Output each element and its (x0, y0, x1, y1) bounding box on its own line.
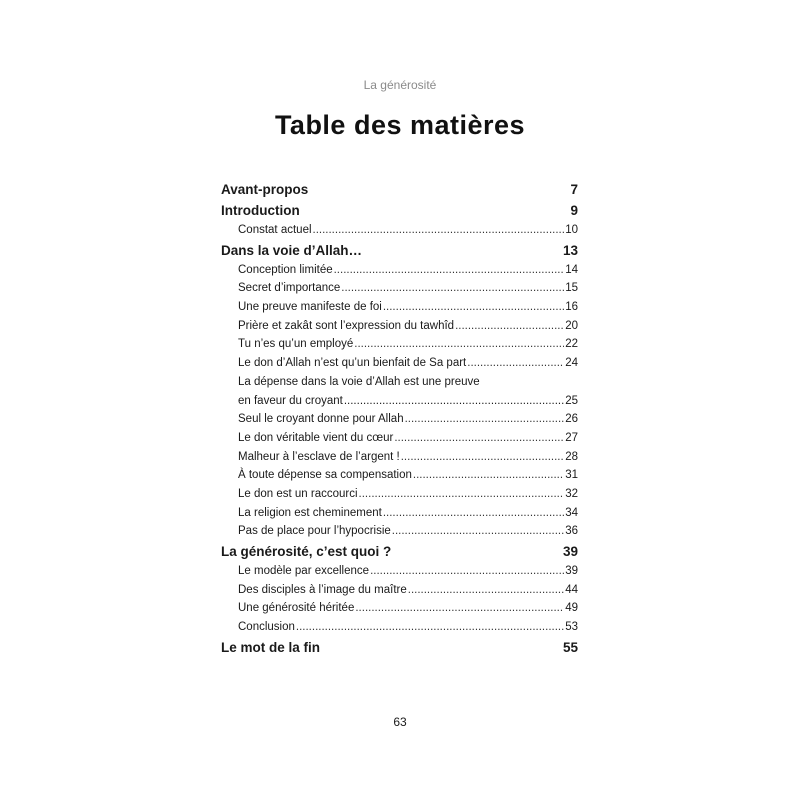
section-label: Tu n’es qu’un employé (238, 338, 354, 351)
chapter-page: 55 (562, 639, 578, 655)
toc-chapter-dans-la-voie[interactable] (221, 240, 578, 261)
section-label: Conclusion (238, 621, 295, 634)
section-page: 14 (565, 263, 578, 276)
section-page: 32 (565, 487, 578, 500)
section-page: 15 (565, 282, 578, 295)
toc-section[interactable] (221, 354, 578, 373)
section-label: Conception limitée (238, 263, 333, 276)
section-label: Malheur à l’esclave de l’argent ! (238, 450, 400, 463)
section-page: 49 (565, 602, 578, 615)
section-label: Secret d’importance (238, 282, 341, 295)
dot-leader (408, 581, 564, 600)
toc-section[interactable] (221, 485, 578, 504)
section-page: 16 (565, 301, 578, 314)
dot-leader (413, 466, 564, 485)
chapter-page: 39 (562, 544, 578, 560)
toc-section[interactable] (221, 373, 578, 410)
dot-leader (405, 410, 565, 429)
chapter-label: Dans la voie d’Allah… (221, 242, 363, 258)
toc-chapter-introduction[interactable] (221, 200, 578, 221)
section-page: 34 (565, 506, 578, 519)
running-head: La générosité (363, 78, 437, 92)
toc-section[interactable] (221, 410, 578, 429)
section-label: À toute dépense sa compensation (238, 469, 412, 482)
toc-section[interactable] (221, 562, 578, 581)
dot-leader (359, 485, 565, 504)
toc-section[interactable] (221, 599, 578, 618)
dot-leader (401, 448, 564, 467)
section-page: 10 (565, 224, 578, 236)
section-label-line2: en faveur du croyant (238, 394, 343, 407)
toc-section[interactable] (221, 581, 578, 600)
page-title: Table des matières (274, 110, 526, 140)
section-page: 36 (565, 525, 578, 538)
section-label: Des disciples à l’image du maître (238, 583, 407, 596)
toc-section[interactable] (221, 279, 578, 298)
page-number: 63 (393, 715, 407, 729)
dot-leader (467, 354, 564, 373)
dot-leader (355, 599, 564, 618)
section-page: 26 (565, 413, 578, 426)
chapter-page: 9 (570, 203, 578, 218)
section-label: La religion est cheminement (238, 506, 382, 519)
chapter-page: 13 (562, 242, 578, 258)
section-label: Le don d’Allah n’est qu’un bienfait de Sa part (238, 357, 467, 370)
section-label-line1: La dépense dans la voie d’Allah est une preuve (238, 375, 480, 388)
toc-section[interactable] (221, 522, 578, 541)
section-page: 22 (565, 338, 578, 351)
section-page: 27 (565, 431, 578, 444)
toc-section[interactable] (221, 466, 578, 485)
section-page: 39 (565, 565, 578, 578)
dot-leader (344, 392, 564, 411)
chapter-label: Avant-propos (221, 182, 309, 197)
dot-leader (392, 522, 564, 541)
chapter-label: Le mot de la fin (221, 639, 321, 655)
dot-leader (354, 335, 564, 354)
toc-section[interactable] (221, 261, 578, 280)
table-of-contents (221, 179, 578, 658)
dot-leader (296, 618, 564, 637)
section-page: 20 (565, 319, 578, 332)
chapter-page: 7 (570, 182, 578, 197)
section-label: Une générosité héritée (238, 602, 355, 615)
toc-section[interactable] (221, 448, 578, 467)
section-page: 53 (565, 621, 578, 634)
section-label: Constat actuel (238, 224, 312, 236)
toc-section[interactable] (221, 298, 578, 317)
dot-leader (383, 504, 564, 523)
section-page: 31 (565, 469, 578, 482)
section-label: Le don véritable vient du cœur (238, 431, 394, 444)
toc-section[interactable] (221, 618, 578, 637)
section-label: Une preuve manifeste de foi (238, 301, 382, 314)
chapter-label: La générosité, c’est quoi ? (221, 544, 392, 560)
section-page: 25 (565, 394, 578, 407)
dot-leader (313, 221, 565, 240)
toc-section[interactable] (221, 504, 578, 523)
section-label: Seul le croyant donne pour Allah (238, 413, 404, 426)
chapter-label: Introduction (221, 203, 300, 218)
dot-leader (334, 261, 565, 280)
section-label: Le modèle par excellence (238, 565, 370, 578)
dot-leader (394, 429, 564, 448)
dot-leader (383, 298, 564, 317)
toc-chapter-le-mot-de-la-fin[interactable] (221, 637, 578, 658)
toc-section[interactable] (221, 221, 578, 240)
dot-leader (341, 279, 564, 298)
section-page: 24 (565, 357, 578, 370)
section-label: Prière et zakât sont l’expression du tawhîd (238, 319, 455, 332)
toc-chapter-la-generosite[interactable] (221, 541, 578, 562)
toc-chapter-avant-propos[interactable] (221, 179, 578, 200)
section-label: Pas de place pour l’hypocrisie (238, 525, 391, 538)
section-page: 28 (565, 450, 578, 463)
toc-section[interactable] (221, 335, 578, 354)
toc-section[interactable] (221, 317, 578, 336)
dot-leader (370, 562, 564, 581)
toc-section[interactable] (221, 429, 578, 448)
section-page: 44 (565, 583, 578, 596)
section-label: Le don est un raccourci (238, 487, 358, 500)
dot-leader (455, 317, 564, 336)
